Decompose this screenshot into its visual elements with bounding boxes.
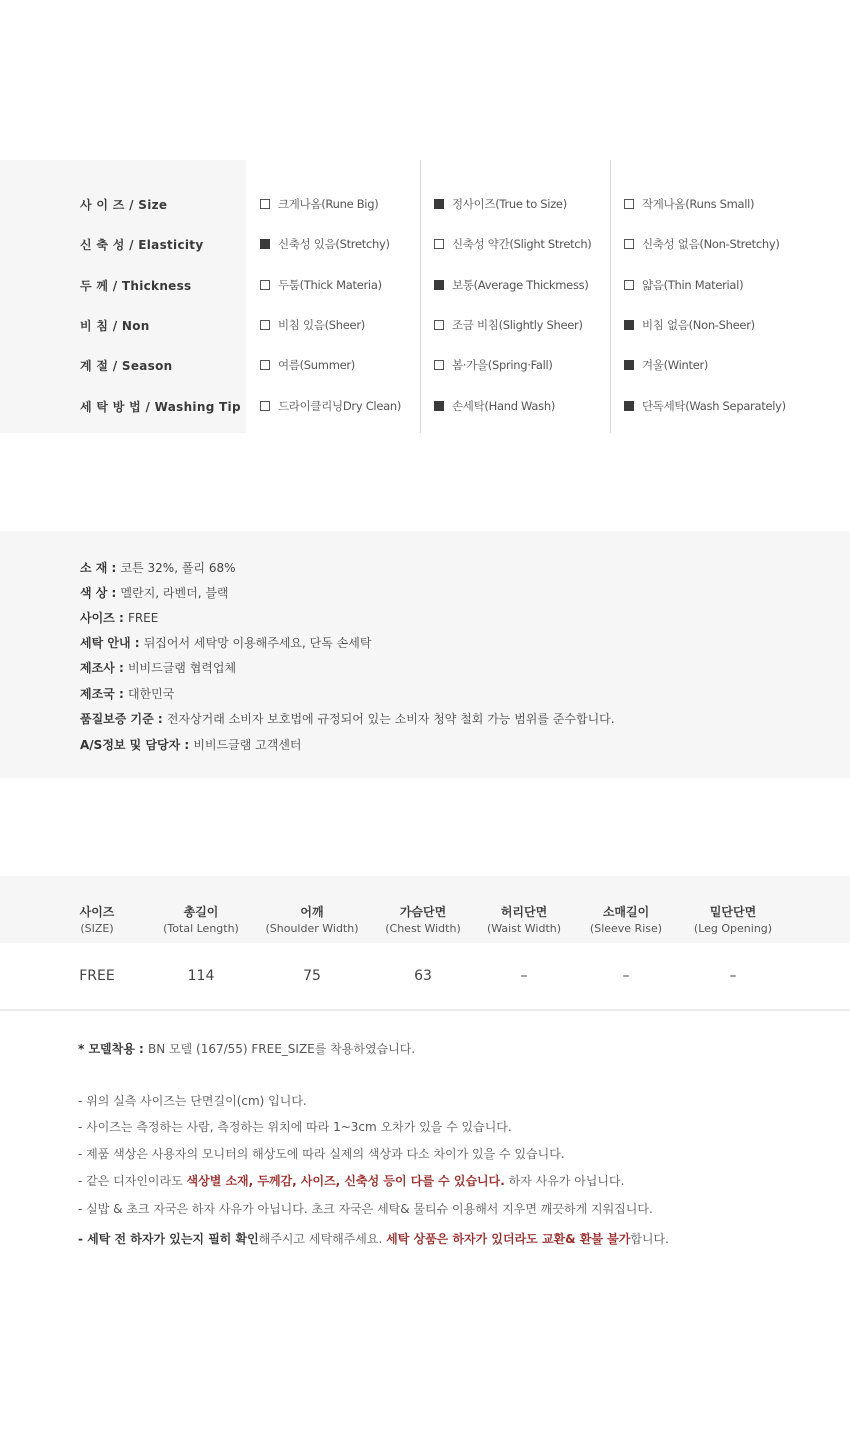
unchecked-box-icon bbox=[260, 401, 270, 411]
attribute-label: 두 께 / Thickness bbox=[80, 279, 192, 293]
unchecked-box-icon bbox=[434, 360, 444, 370]
attribute-option bbox=[624, 277, 743, 293]
unchecked-box-icon bbox=[260, 280, 270, 290]
checked-box-icon bbox=[260, 239, 270, 249]
size-column-header bbox=[37, 876, 157, 935]
info-label: 품질보증 기준 : bbox=[80, 712, 167, 726]
unchecked-box-icon bbox=[434, 320, 444, 330]
note-warning-text: 색상별 소재, 두께감, 사이즈, 신축성 등이 다를 수 있습니다. bbox=[186, 1174, 505, 1188]
size-column-title: 소매길이 bbox=[602, 905, 650, 919]
note-line: - 실밥 & 초크 자국은 하자 사유가 아닙니다. 초크 자국은 세탁& 물티슈 이용해서 지우면 깨끗하게 지워집니다. bbox=[78, 1202, 653, 1216]
model-note bbox=[78, 1040, 415, 1057]
attribute-option-label: 크게나옴(Rune Big) bbox=[278, 197, 379, 211]
size-table-cell bbox=[252, 943, 372, 984]
product-attribute-table bbox=[0, 160, 850, 433]
unchecked-box-icon bbox=[260, 320, 270, 330]
info-line bbox=[80, 634, 371, 651]
info-line bbox=[80, 685, 174, 702]
attribute-option-label: 봄·가을(Spring·Fall) bbox=[452, 358, 553, 372]
attribute-row bbox=[0, 305, 850, 345]
attribute-option bbox=[434, 196, 567, 212]
unchecked-box-icon bbox=[624, 199, 634, 209]
attribute-option-label: 드라이클리닝Dry Clean) bbox=[278, 399, 402, 413]
size-column-title: 가슴단면 bbox=[399, 905, 447, 919]
info-line bbox=[80, 609, 158, 626]
size-table-cell bbox=[673, 943, 793, 984]
info-label: 소 재 : bbox=[80, 561, 121, 575]
size-value: 63 bbox=[414, 968, 432, 984]
info-value: FREE bbox=[127, 611, 159, 625]
attribute-option-label: 여름(Summer) bbox=[278, 358, 355, 372]
size-column-subtitle: (Chest Width) bbox=[385, 922, 461, 935]
attribute-option bbox=[260, 357, 355, 373]
info-line bbox=[80, 659, 236, 676]
attribute-option-label: 단독세탁(Wash Separately) bbox=[642, 399, 786, 413]
size-column-title: 허리단면 bbox=[500, 905, 548, 919]
size-column-subtitle: (Total Length) bbox=[163, 922, 239, 935]
attribute-option bbox=[434, 236, 592, 252]
attribute-option bbox=[260, 196, 378, 212]
size-value: – bbox=[520, 968, 528, 984]
attribute-option-label: 정사이즈(True to Size) bbox=[452, 197, 567, 211]
size-column-title: 사이즈 bbox=[79, 905, 115, 919]
size-column-title: 어깨 bbox=[300, 905, 324, 919]
model-note-label: * 모델착용 : bbox=[78, 1042, 148, 1056]
info-value: 멜란지, 라벤더, 블랙 bbox=[120, 586, 229, 600]
note-line: - 제품 색상은 사용자의 모니터의 해상도에 따라 실제의 색상과 다소 차이가 있을 수 있습니다. bbox=[78, 1147, 565, 1161]
info-value: 비비드글램 고객센터 bbox=[193, 738, 302, 752]
attribute-option bbox=[624, 357, 708, 373]
checked-box-icon bbox=[624, 401, 634, 411]
note-text: 합니다. bbox=[630, 1232, 669, 1246]
info-label: 사이즈 : bbox=[80, 611, 128, 625]
size-column-title: 밑단단면 bbox=[709, 905, 757, 919]
info-value: 뒤집어서 세탁망 이용해주세요, 단독 손세탁 bbox=[143, 636, 372, 650]
attribute-label: 계 절 / Season bbox=[80, 359, 173, 373]
attribute-option-label: 손세탁(Hand Wash) bbox=[452, 399, 556, 413]
info-line bbox=[80, 584, 229, 601]
size-table-cell bbox=[566, 943, 686, 984]
size-table-cell bbox=[141, 943, 261, 984]
attribute-option bbox=[434, 398, 555, 414]
attribute-option-label: 신축성 약간(Slight Stretch) bbox=[452, 237, 592, 251]
info-line bbox=[80, 559, 236, 576]
note-warning-text: 세탁 상품은 하자가 있더라도 교환& 환불 불가 bbox=[386, 1232, 631, 1246]
info-value: 코튼 32%, 폴리 68% bbox=[120, 561, 236, 575]
note-text: 하자 사유가 아닙니다. bbox=[504, 1174, 625, 1188]
note-text: 해주시고 세탁해주세요. bbox=[258, 1232, 387, 1246]
attribute-option-label: 얇음(Thin Material) bbox=[642, 278, 744, 292]
attribute-option-label: 겨울(Winter) bbox=[642, 358, 709, 372]
model-note-text: BN 모델 (167/55) FREE_SIZE를 착용하였습니다. bbox=[147, 1042, 416, 1056]
size-column-subtitle: (Sleeve Rise) bbox=[589, 922, 663, 935]
note-bold-text: - 세탁 전 하자가 있는지 필히 확인 bbox=[78, 1232, 259, 1246]
note-line bbox=[78, 1172, 624, 1189]
attribute-label: 사 이 즈 / Size bbox=[80, 198, 168, 212]
size-column-header bbox=[252, 876, 372, 935]
attribute-option bbox=[434, 357, 553, 373]
size-column-title: 총길이 bbox=[183, 905, 219, 919]
size-column-header bbox=[566, 876, 686, 935]
checked-box-icon bbox=[624, 360, 634, 370]
checked-box-icon bbox=[434, 280, 444, 290]
unchecked-box-icon bbox=[434, 239, 444, 249]
size-value: FREE bbox=[79, 968, 115, 984]
attribute-row bbox=[0, 386, 850, 426]
info-line bbox=[80, 736, 302, 753]
attribute-option-label: 보통(Average Thickmess) bbox=[452, 278, 589, 292]
unchecked-box-icon bbox=[260, 199, 270, 209]
attribute-option bbox=[624, 196, 754, 212]
size-column-subtitle: (Shoulder Width) bbox=[265, 922, 359, 935]
note-text: - 같은 디자인이라도 bbox=[78, 1174, 187, 1188]
product-info-block bbox=[0, 531, 850, 778]
size-column-subtitle: (Waist Width) bbox=[486, 922, 562, 935]
attribute-row bbox=[0, 184, 850, 224]
info-label: 세탁 안내 : bbox=[80, 636, 144, 650]
attribute-row bbox=[0, 265, 850, 305]
attribute-option-label: 작게나옴(Runs Small) bbox=[642, 197, 755, 211]
note-line: - 위의 실측 사이즈는 단면길이(cm) 입니다. bbox=[78, 1094, 307, 1108]
info-line bbox=[80, 710, 615, 727]
info-label: 색 상 : bbox=[80, 586, 121, 600]
size-column-header bbox=[673, 876, 793, 935]
attribute-label: 세 탁 방 법 / Washing Tip bbox=[80, 400, 241, 414]
size-value: 75 bbox=[303, 968, 321, 984]
size-table-cell bbox=[37, 943, 157, 984]
unchecked-box-icon bbox=[624, 239, 634, 249]
attribute-option bbox=[260, 277, 382, 293]
size-column-header bbox=[141, 876, 261, 935]
attribute-option bbox=[624, 236, 780, 252]
info-value: 전자상거래 소비자 보호법에 규정되어 있는 소비자 청약 철회 가능 범위를 준수합니다. bbox=[166, 712, 615, 726]
size-value: – bbox=[729, 968, 737, 984]
unchecked-box-icon bbox=[260, 360, 270, 370]
attribute-option-label: 조금 비침(Slightly Sheer) bbox=[452, 318, 583, 332]
attribute-option-label: 비침 없음(Non-Sheer) bbox=[642, 318, 755, 332]
attribute-option bbox=[624, 398, 786, 414]
attribute-row bbox=[0, 345, 850, 385]
attribute-option bbox=[434, 317, 583, 333]
info-label: 제조국 : bbox=[80, 687, 128, 701]
info-value: 대한민국 bbox=[127, 687, 175, 701]
size-value: 114 bbox=[187, 968, 215, 984]
attribute-option bbox=[624, 317, 755, 333]
attribute-label: 신 축 성 / Elasticity bbox=[80, 238, 204, 252]
size-column-subtitle: (SIZE) bbox=[80, 922, 114, 935]
size-value: – bbox=[622, 968, 630, 984]
note-line: - 사이즈는 측정하는 사람, 측정하는 위치에 따라 1~3cm 오차가 있을 수 있습니다. bbox=[78, 1120, 512, 1134]
size-column-subtitle: (Leg Opening) bbox=[693, 922, 773, 935]
attribute-option-label: 비침 있음(Sheer) bbox=[278, 318, 365, 332]
checked-box-icon bbox=[434, 199, 444, 209]
attribute-option bbox=[434, 277, 589, 293]
attribute-option bbox=[260, 236, 390, 252]
attribute-option-label: 신축성 없음(Non-Stretchy) bbox=[642, 237, 780, 251]
attribute-option bbox=[260, 317, 365, 333]
attribute-option-label: 두툼(Thick Materia) bbox=[278, 278, 382, 292]
info-value: 비비드글램 협력업체 bbox=[127, 661, 237, 675]
checked-box-icon bbox=[434, 401, 444, 411]
attribute-option-label: 신축성 있음(Stretchy) bbox=[278, 237, 390, 251]
info-label: A/S정보 및 담당자 : bbox=[80, 738, 194, 752]
unchecked-box-icon bbox=[624, 280, 634, 290]
note-line bbox=[78, 1230, 669, 1247]
attribute-option bbox=[260, 398, 401, 414]
checked-box-icon bbox=[624, 320, 634, 330]
attribute-label: 비 침 / Non bbox=[80, 319, 150, 333]
info-label: 제조사 : bbox=[80, 661, 128, 675]
attribute-row bbox=[0, 224, 850, 264]
